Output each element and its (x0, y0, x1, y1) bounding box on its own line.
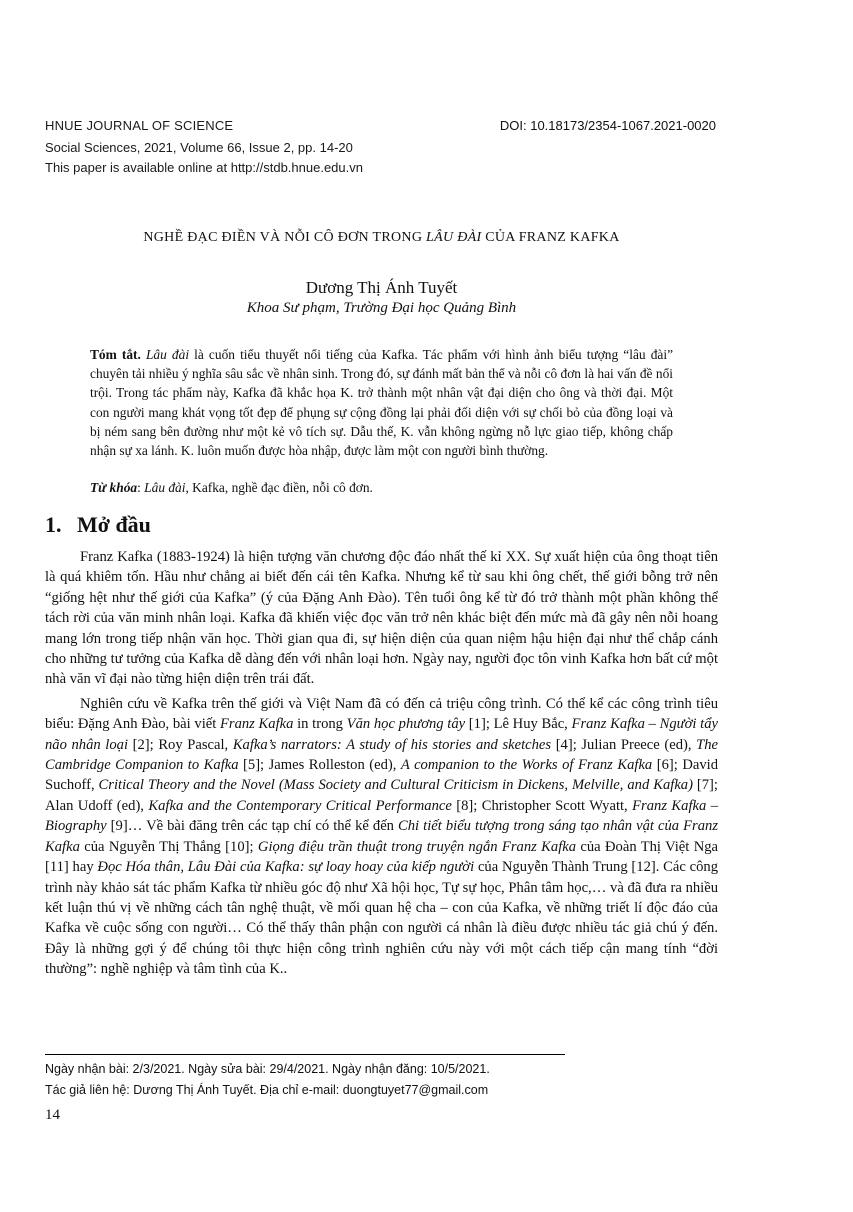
footnote-rule (45, 1054, 565, 1055)
title-part-2: CỦA FRANZ KAFKA (481, 230, 620, 245)
citation-title: The Cambridge Companion to Kafka (45, 736, 719, 774)
citation-title: Kafka’s narrators: A study of his stories and sketches (232, 736, 552, 753)
citation-title: Giọng điệu trần thuật trong truyện ngắn Franz Kafka (257, 838, 577, 855)
keywords-rest: , Kafka, nghề đạc điền, nỗi cô đơn. (185, 480, 373, 495)
paragraph-2-text: [8]; Christopher Scott Wyatt, (451, 797, 633, 814)
citation-title: Kafka and the Contemporary Critical Performance (148, 797, 452, 814)
paragraph-2-text: của Nguyễn Thành Trung [12]. Các công trình này khảo sát tác phẩm Kafka từ nhiều góc độ như Xã hội học, Tự sự học, Phân tâm học,… và đã đưa ra nhiều kết luận thú vị về những cách tân nghệ thuật, về mối quan hệ cha – con của Kafka, về những triết lí độc đáo của Kafka về cuộc sống con người… Có thể thấy thân phận con người cá nhân là điều được nhiều tác giả chú ý đến. Đây là những gợi ý để chúng tôi thực hiện công trình nghiên cứu này với một cách tiếp cận mang tính “đời thường”: nghề nghiệp và tâm tình của K.. (45, 859, 719, 978)
abstract (90, 345, 673, 460)
paragraph-2-text: của Nguyễn Thị Thắng [10]; (79, 838, 258, 855)
author-name: Dương Thị Ánh Tuyết (305, 278, 458, 297)
paragraph-2-text: [1]; Lê Huy Bắc, (465, 716, 572, 733)
citation-title: Franz Kafka (219, 716, 294, 733)
keywords (90, 478, 673, 497)
paragraph-2-text: [9]… Về bài đăng trên các tạp chí có thể kể đến (106, 818, 399, 835)
citation-title: Franz Kafka – Biography (45, 797, 719, 835)
citation-title: Đọc Hóa thân, Lâu Đài của Kafka: sự loay hoay của kiếp người (97, 859, 475, 876)
paragraph-2-text: [5]; James Rolleston (ed), (238, 757, 401, 774)
citation-title: Franz Kafka – Người tẩy não nhân loại (45, 716, 719, 753)
doi: DOI: 10.18173/2354-1067.2021-0020 (499, 118, 716, 133)
title-italic: LÂU ĐÀI (426, 230, 482, 245)
section-title: Mở đầu (77, 512, 151, 537)
affiliation: Khoa Sư phạm, Trường Đại học Quảng Bình (246, 300, 517, 316)
abstract-label: Tóm tắt. (90, 347, 141, 362)
paragraph-2-text: [7]; Alan Udoff (ed), (45, 777, 718, 814)
citation-title: Văn học phương tây (346, 716, 466, 733)
keywords-italic: Lâu đài (144, 480, 186, 495)
paragraph-1: Franz Kafka (1883-1924) là hiện tượng văn chương độc đáo nhất thế kỉ XX. Sự xuất hiện của ông thoạt tiên là quá khiêm tốn. Hầu như chẳng ai biết đến cái tên Kafka. Nhưng kể từ sau khi ông chết, thế giới bỗng trở nên “giống hệt như thế giới của Kafka” (ý của Đặng Anh Đào). Tên tuổi ông kể từ đó trở thành một phần không thể tách rời của văn minh nhân loại. Kafka đã khiến việc đọc văn trở nên khác biệt đến mức mà đã gây nên nỗi hoang mang lớn trong tiếp nhận văn học. Thời gian qua đi, sự hiện diện của quan niệm hậu hiện đại như thể chắp cánh cho những tư tưởng của Kafka dễ dàng đến với nhân loại hơn. Ngày nay, người đọc tôn vinh Kafka hơn bất cứ một nhà văn vĩ đại nào từng hiện diện trên trái đất. (45, 549, 718, 688)
paragraph-2 (45, 694, 718, 980)
issue-info: Social Sciences, 2021, Volume 66, Issue 2, pp. 14-20 (45, 140, 353, 155)
page-number: 14 (45, 1107, 60, 1123)
journal-name: HNUE JOURNAL OF SCIENCE (45, 118, 234, 133)
paper-title (45, 230, 718, 246)
section-heading (45, 512, 151, 538)
paragraph-2-text: [4]; Julian Preece (ed), (551, 736, 697, 753)
citation-title: Chi tiết biểu tượng trong sáng tạo nhân vật của Franz Kafka (45, 818, 719, 855)
keywords-label: Từ khóa (90, 480, 138, 495)
paragraph-2-text: in trong (293, 716, 347, 733)
title-part-1: NGHỀ ĐẠC ĐIỀN VÀ NỖI CÔ ĐƠN TRONG (143, 230, 427, 245)
section-number: 1. (45, 512, 62, 537)
paragraph-2-text: [6]; David Suchoff, (45, 757, 718, 794)
paragraph-2-text: của Đoàn Thị Việt Nga [11] hay (45, 838, 719, 876)
footnote-dates: Ngày nhận bài: 2/3/2021. Ngày sửa bài: 29/4/2021. Ngày nhận đăng: 10/5/2021. (45, 1062, 490, 1076)
abstract-text: là cuốn tiểu thuyết nổi tiếng của Kafka. Tác phẩm với hình ảnh biểu tượng “lâu đài” chuyên tải nhiều ý nghĩa sâu sắc về nhân sinh. Trong đó, sự đánh mất bản thể và nỗi cô đơn là hai vấn đề nổi trội. Trong tác phẩm này, Kafka đã khắc họa K. trở thành một nhân vật đại diện cho ông và thời đại. Một con người mang khát vọng tốt đẹp để phụng sự cộng đồng lại phải đối diện với sự chối bỏ của đồng loại và bị ném sang bên đường như một kẻ vô tích sự. Dẫu thế, K. vẫn không ngừng nỗ lực giao tiếp, không chấp nhận sự xa lánh. K. luôn muốn được hòa nhập, được làm một con người bình thường. (90, 347, 674, 459)
body-text (45, 547, 718, 980)
footnote-contact: Tác giả liên hệ: Dương Thị Ánh Tuyết. Địa chỉ e-mail: duongtuyet77@gmail.com (45, 1083, 489, 1097)
paragraph-2-text: Nghiên cứu về Kafka trên thế giới và Việt Nam đã có đến cả triệu công trình. Có thể kể các công trình tiêu biểu: Đặng Anh Đào, bài viết (45, 695, 718, 733)
paragraph-2-text: [2]; Roy Pascal, (128, 736, 233, 753)
availability-note: This paper is available online at http://stdb.hnue.edu.vn (45, 160, 363, 175)
citation-title: A companion to the Works of Franz Kafka (400, 757, 653, 774)
keywords-colon: : (137, 480, 145, 495)
citation-title: Critical Theory and the Novel (Mass Society and Cultural Criticism in Dickens, Melville, and Kafka) (98, 777, 693, 794)
abstract-italic-lead: Lâu đài (145, 347, 190, 362)
